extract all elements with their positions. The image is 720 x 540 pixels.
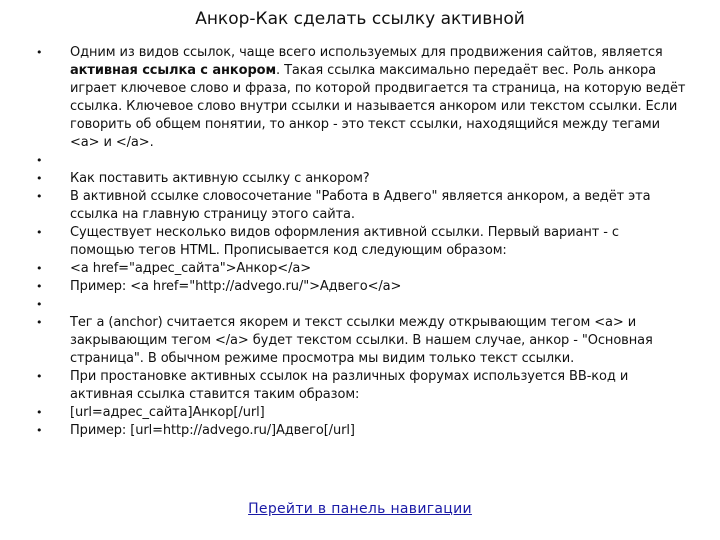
- bullet-text-bold: активная ссылка с анкором: [70, 63, 277, 78]
- bullet-dot: •: [36, 262, 43, 275]
- bullet-text-part: . Такая ссылка максимально передаёт вес. Роль анкора играет ключевое слово и фраза, по которой продвигается та страница, на которую ведёт ссылка. Ключевое слово внутри ссылки и называется анкором или текстом ссылки. Если говорить об общем понятии, то анкор - это текст ссылки, находящийся между тегами <a> и </a>.: [70, 63, 686, 150]
- bullet-item: [36, 44, 686, 152]
- bullet-item: [36, 314, 686, 368]
- bullet-item: [36, 170, 686, 188]
- bullet-item: [36, 188, 686, 224]
- bullet-item: [36, 260, 686, 278]
- bullet-dot: •: [36, 154, 43, 167]
- bullet-text: Как поставить активную ссылку с анкором?: [70, 171, 370, 186]
- bullet-dot: •: [36, 226, 43, 239]
- bullet-text: [70, 45, 685, 150]
- bullet-dot: •: [36, 298, 43, 311]
- bullet-text: При простановке активных ссылок на различных форумах используется BB-код и активная ссылка ставится таким образом:: [70, 369, 629, 402]
- bullet-text: Существует несколько видов оформления активной ссылки. Первый вариант - с помощью тегов HTML. Прописывается код следующим образом:: [70, 225, 619, 258]
- bullet-dot: •: [36, 316, 43, 329]
- bullet-item: [36, 224, 686, 260]
- slide-title: Анкор-Как сделать ссылку активной: [195, 9, 525, 29]
- bullet-dot: •: [36, 46, 43, 59]
- bullet-text: В активной ссылке словосочетание "Работа в Адвего" является анкором, а ведёт эта ссылка на главную страницу этого сайта.: [70, 189, 651, 222]
- bullet-item-empty: [36, 152, 686, 170]
- bullet-dot: •: [36, 370, 43, 383]
- navigation-panel-link[interactable]: Перейти в панель навигации: [248, 501, 472, 517]
- bullet-text: <a href="адрес_сайта">Анкор</a>: [70, 261, 312, 276]
- bullet-dot: •: [36, 190, 43, 203]
- bullet-item: [36, 404, 686, 422]
- bullet-text: Тег a (anchor) считается якорем и текст ссылки между открывающим тегом <a> и закрывающим тегом </a> будет текстом ссылки. В нашем случае, анкор - "Основная страница". В обычном режиме просмотра мы видим только текст ссылки.: [70, 315, 653, 366]
- bullet-item-empty: [36, 296, 686, 314]
- bullet-dot: •: [36, 280, 43, 293]
- bullet-item: [36, 422, 686, 440]
- bullet-dot: •: [36, 424, 43, 437]
- bullet-text-part: Одним из видов ссылок, чаще всего используемых для продвижения сайтов, является: [70, 45, 663, 60]
- bullet-text: [url=адрес_сайта]Анкор[/url]: [70, 405, 265, 420]
- bullet-dot: •: [36, 406, 43, 419]
- bullet-item: [36, 278, 686, 296]
- bullet-dot: •: [36, 172, 43, 185]
- bullet-text: Пример: [url=http://advego.ru/]Адвего[/url]: [70, 423, 355, 438]
- bullet-item: [36, 368, 686, 404]
- bullet-list: [36, 44, 686, 440]
- bullet-text: Пример: <a href="http://advego.ru/">Адвего</a>: [70, 279, 402, 294]
